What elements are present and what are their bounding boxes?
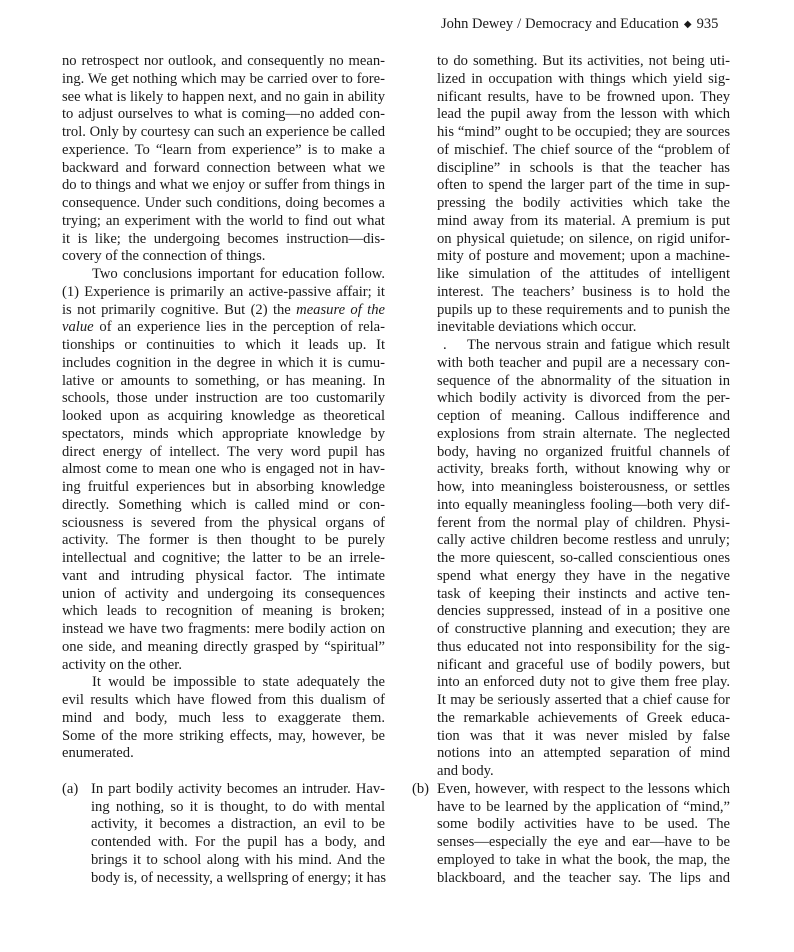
emphasis-text: value xyxy=(62,319,94,336)
text-line: no retrospect nor outlook, and consequently no mean- xyxy=(62,53,385,69)
text-fragment: The nervous strain and fatigue which result xyxy=(467,337,730,353)
text-line: intellectual and cognitive; the latter to be an irrele- xyxy=(62,550,385,566)
text-line: tionships or continuities to which it leads up. It xyxy=(62,337,385,353)
list-label-a: (a) xyxy=(62,780,79,797)
text-line: enumerated. xyxy=(62,745,134,762)
text-line: backward and forward connection between what we xyxy=(62,159,385,176)
list-label-b: (b) xyxy=(412,780,430,797)
text-line: see what is likely to happen next, and no gain in ability xyxy=(62,88,385,105)
paragraph-start-line xyxy=(437,337,730,355)
text-line: ing. We get nothing which may be carried over to fore- xyxy=(62,70,385,87)
text-line: mind away from its material. A premium is put xyxy=(437,212,730,229)
text-line: cally active children become restless and unruly; xyxy=(437,532,730,549)
left-column xyxy=(62,53,385,887)
text-line-with-emphasis xyxy=(62,302,385,320)
text-line: his “mind” ought to be occupied; they are sources xyxy=(437,124,730,140)
text-line: into equally meaningless fooling—both very dif- xyxy=(437,496,730,513)
text-line: evil results which have flowed from this dualism of xyxy=(62,692,385,708)
text-line: activity. The former is then thought to be purely xyxy=(62,532,385,549)
text-line: activity, it becomes a distraction, an evil to be xyxy=(91,816,385,833)
text-line: instead we have two fragments: mere bodily action on xyxy=(62,621,385,637)
stray-mark: . xyxy=(443,337,447,353)
text-line: of mischief. The chief source of the “problem of xyxy=(437,141,730,158)
text-line: brings it to school along with his mind. And the xyxy=(91,851,385,868)
text-line: ferent from the normal play of children. Physi- xyxy=(437,514,730,531)
text-line: ing fruitful experiences but in absorbing knowledge xyxy=(62,479,385,495)
text-fragment: of an experience lies in the perception of rela- xyxy=(93,319,385,336)
text-fragment: is not primarily cognitive. But (2) the xyxy=(62,301,297,318)
text-line: of constructive planning and execution; they are xyxy=(437,621,730,637)
paragraph-start-line: It would be impossible to state adequately the xyxy=(92,674,385,691)
text-line: the more quiescent, so-called conscientious ones xyxy=(437,550,730,566)
page-number: 935 xyxy=(696,16,719,32)
text-line: interest. The teachers’ business is to hold the xyxy=(437,283,730,300)
text-line: spend what energy they have in the negative xyxy=(437,567,730,584)
text-line: body is, of necessity, a wellspring of energy; it has xyxy=(91,869,387,886)
text-line: which leads to recognition of meaning is broken; xyxy=(62,603,385,620)
paragraph-start-line: Two conclusions important for education follow. xyxy=(92,266,385,282)
text-line: and body. xyxy=(437,763,494,779)
list-item-a-first-line xyxy=(62,781,385,799)
emphasis-text: measure of the xyxy=(296,301,385,318)
text-line: senses—especially the eye and ear—have to be xyxy=(437,834,730,850)
text-line: looked upon as acquiring knowledge as theoretical xyxy=(62,408,385,424)
text-line: nificant results, have to be frowned upon. They xyxy=(437,88,730,105)
text-line: one side, and meaning directly grasped by “spiritual” xyxy=(62,638,385,655)
text-line: Some of the more striking effects, may, however, be xyxy=(62,727,385,744)
header-ornament-icon: ◆ xyxy=(683,19,692,30)
text-line: thus educated not into responsibility for the sig- xyxy=(437,638,730,655)
text-line: contended with. For the pupil has a body, and xyxy=(91,834,385,850)
text-line: consequence. Under such conditions, doing becomes a xyxy=(62,195,385,211)
text-line: which bodily activity is divorced from the per- xyxy=(437,390,730,407)
text-line: pressing the bodily activities which take the xyxy=(437,195,730,211)
text-line: the remarkable achievements of Greek educa- xyxy=(437,709,730,726)
text-line: experience. To “learn from experience” is to make a xyxy=(62,141,385,158)
text-line: to do something. But its activities, not being uti- xyxy=(437,53,730,69)
text-line: includes cognition in the degree in which it is cumu- xyxy=(62,354,385,371)
text-line: inevitable deviations which occur. xyxy=(437,319,637,336)
text-line: task of keeping their instincts and active ten- xyxy=(437,585,730,602)
text-line: lized in occupation with things which yield sig- xyxy=(437,70,730,87)
text-line: explosions from strain alternate. The neglected xyxy=(437,425,730,442)
text-line: into an enforced duty not to give them free play. xyxy=(437,674,730,691)
text-line: blackboard, and the teacher say. The lips and xyxy=(437,869,730,886)
text-line: dencies suppressed, instead of in a positive one xyxy=(437,603,730,620)
right-column xyxy=(412,53,730,887)
text-line: employed to take in what the book, the map, the xyxy=(437,851,730,868)
list-item-b-first-line xyxy=(412,780,730,799)
header-author: John Dewey xyxy=(441,16,514,32)
text-line: ing nothing, so it is thought, to do with mental xyxy=(91,798,385,815)
text-line: direct energy of intellect. The very word pupil has xyxy=(62,443,385,460)
text-line: do to things and what we enjoy or suffer from things in xyxy=(62,177,385,194)
text-fragment: Even, however, with respect to the lessons which xyxy=(437,780,730,797)
text-line: notions into an attempted separation of mind xyxy=(437,745,730,762)
text-line: spectators, minds which appropriate knowledge by xyxy=(62,425,385,442)
text-line: mind and body, much less to exaggerate them. xyxy=(62,709,385,726)
text-line: with both teacher and pupil are a necessary con- xyxy=(437,354,730,371)
text-line: directly. Something which is called mind or con- xyxy=(62,496,385,513)
text-line: activity, breaks forth, without knowing why or xyxy=(437,461,730,478)
text-fragment: In part bodily activity becomes an intruder. Hav- xyxy=(91,780,385,797)
text-line: it is like; the undergoing becomes instruction—dis- xyxy=(62,230,385,247)
text-line: (1) Experience is primarily an active-passive affair; it xyxy=(62,283,385,300)
header-title: Democracy and Education xyxy=(525,16,679,32)
text-line: lead the pupil away from the lesson with which xyxy=(437,106,730,123)
text-line: trol. Only by courtesy can such an experience be called xyxy=(62,124,385,140)
text-line: discipline” in schools is that the teacher has xyxy=(437,159,730,176)
text-line-with-emphasis xyxy=(62,319,385,337)
text-line: sequence of the abnormality of the situation in xyxy=(437,372,730,389)
text-line: covery of the connection of things. xyxy=(62,248,266,265)
text-line: like simulation of the attitudes of intelligent xyxy=(437,266,730,282)
text-line: nificant and graceful use of bodily powers, but xyxy=(437,656,730,673)
text-line: on physical quietude; on silence, on rigid unifor- xyxy=(437,230,730,247)
text-line: have to be learned by the application of “mind,” xyxy=(437,798,730,815)
spacer xyxy=(62,763,385,781)
text-line: ception of meaning. Callous indifference and xyxy=(437,408,730,424)
running-header xyxy=(441,16,718,33)
text-line: schools, those under instruction are too customarily xyxy=(62,390,385,407)
header-separator: / xyxy=(517,16,522,32)
text-line: some bodily activities have to be used. The xyxy=(437,816,730,833)
text-line: It may be seriously asserted that a chief cause for xyxy=(437,692,730,708)
text-line: how, into meaningless boisterousness, or settles xyxy=(437,479,730,495)
text-line: activity on the other. xyxy=(62,656,182,673)
text-line: trying; an experiment with the world to find out what xyxy=(62,212,385,229)
text-line: almost come to mean one who is engaged not in hav- xyxy=(62,461,385,478)
text-line: pupils up to these requirements and to punish the xyxy=(437,301,730,318)
text-line: mity of posture and movement; upon a machine- xyxy=(437,248,730,265)
text-line: to adjust ourselves to what is coming—no added con- xyxy=(62,106,385,123)
text-line: often to spend the larger part of the time in sup- xyxy=(437,177,730,194)
text-line: sciousness is severed from the physical organs of xyxy=(62,514,385,531)
text-line: body, having no organized fruitful channels of xyxy=(437,443,730,460)
text-line: vant and intruding physical factor. The intimate xyxy=(62,567,385,584)
text-line: tion was that it was never misled by false xyxy=(437,727,730,744)
text-line: union of activity and undergoing its consequences xyxy=(62,585,385,602)
text-line: lative or amounts to something, or has meaning. In xyxy=(62,372,385,389)
